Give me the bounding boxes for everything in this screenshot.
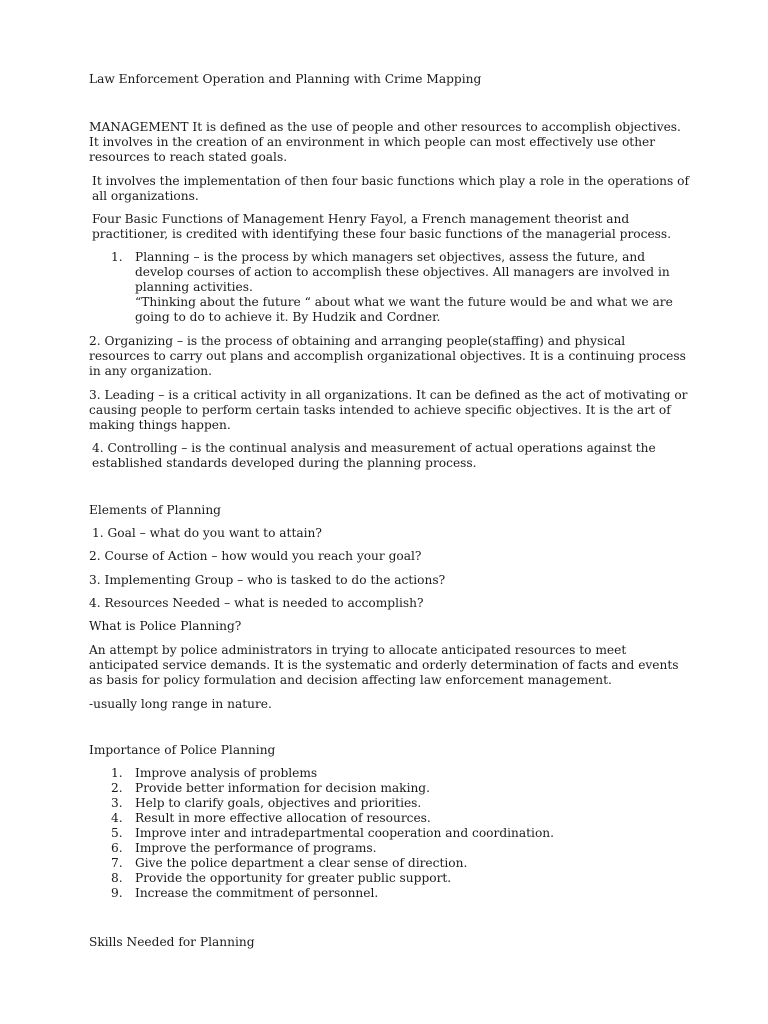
list-item [89,781,689,796]
importance-heading: Importance of Police Planning [89,743,276,757]
list-item-number: 9. [111,886,123,900]
police-planning-heading: What is Police Planning? [89,619,242,633]
list-item-number: 2. [111,781,123,795]
list-item-text: Help to clarify goals, objectives and priorities. [135,796,422,810]
element-item-goal: 1. Goal – what do you want to attain? [92,526,322,540]
list-item-number: 3. [111,796,123,810]
list-item-number: 8. [111,871,123,885]
list-item-text: Increase the commitment of personnel. [135,886,379,900]
list-item [89,886,689,901]
list-item [89,826,689,841]
list-item [89,856,689,871]
functions-intro-paragraph: Four Basic Functions of Management Henry Fayol, a French management theorist and practitioner, is credited with identifying these four basic functions of the managerial process. [92,212,672,241]
list-item-text: Provide the opportunity for greater public support. [135,871,452,885]
importance-list [89,766,689,901]
list-item [89,871,689,886]
list-item [89,811,689,826]
element-item-resources-needed: 4. Resources Needed – what is needed to accomplish? [89,596,424,610]
planning-quote: “Thinking about the future “ about what we want the future would be and what we are going to do to achieve it. By Hudzik and Cordner. [135,295,673,324]
list-item-text: Improve inter and intradepartmental cooperation and coordination. [135,826,555,840]
planning-list [89,250,689,325]
leading-paragraph: 3. Leading – is a critical activity in all organizations. It can be defined as the act of motivating or causing people to perform certain tasks intended to achieve specific objectives. It is the art of making things happen. [89,388,688,432]
list-item-number: 6. [111,841,123,855]
skills-heading: Skills Needed for Planning [89,935,255,949]
list-item-number: 1. [111,250,123,264]
list-item-text: Give the police department a clear sense of direction. [135,856,468,870]
document-title: Law Enforcement Operation and Planning with Crime Mapping [89,72,482,86]
management-paragraph: MANAGEMENT It is defined as the use of people and other resources to accomplish objectives. It involves in the creation of an environment in which people can most effectively use other resources to reach stated goals. [89,120,681,164]
list-item [89,796,689,811]
organizing-paragraph: 2. Organizing – is the process of obtaining and arranging people(staffing) and physical resources to carry out plans and accomplish organizational objectives. It is a continuing process in any organization. [89,334,686,378]
planning-list-item [89,250,689,325]
list-item-text: Provide better information for decision making. [135,781,430,795]
planning-definition: Planning – is the process by which managers set objectives, assess the future, and develop courses of action to accomplish these objectives. All managers are involved in planning activities. [135,250,670,294]
list-item-text: Improve the performance of programs. [135,841,377,855]
police-planning-paragraph: An attempt by police administrators in trying to allocate anticipated resources to meet anticipated service demands. It is the systematic and orderly determination of facts and events as basis for policy formulation and decision affecting law enforcement management. [89,643,679,687]
elements-heading: Elements of Planning [89,503,221,517]
list-item-text: Improve analysis of problems [135,766,318,780]
list-item-number: 1. [111,766,123,780]
list-item-number: 7. [111,856,123,870]
element-item-implementing-group: 3. Implementing Group – who is tasked to do the actions? [89,573,446,587]
implementation-paragraph: It involves the implementation of then four basic functions which play a role in the operations of all organizations. [92,174,689,203]
long-range-note: -usually long range in nature. [89,697,272,711]
controlling-paragraph: 4. Controlling – is the continual analysis and measurement of actual operations against the established standards developed during the planning process. [92,441,656,470]
list-item-text: Result in more effective allocation of resources. [135,811,431,825]
list-item [89,766,689,781]
list-item-number: 4. [111,811,123,825]
list-item-number: 5. [111,826,123,840]
element-item-course-of-action: 2. Course of Action – how would you reach your goal? [89,549,422,563]
list-item [89,841,689,856]
